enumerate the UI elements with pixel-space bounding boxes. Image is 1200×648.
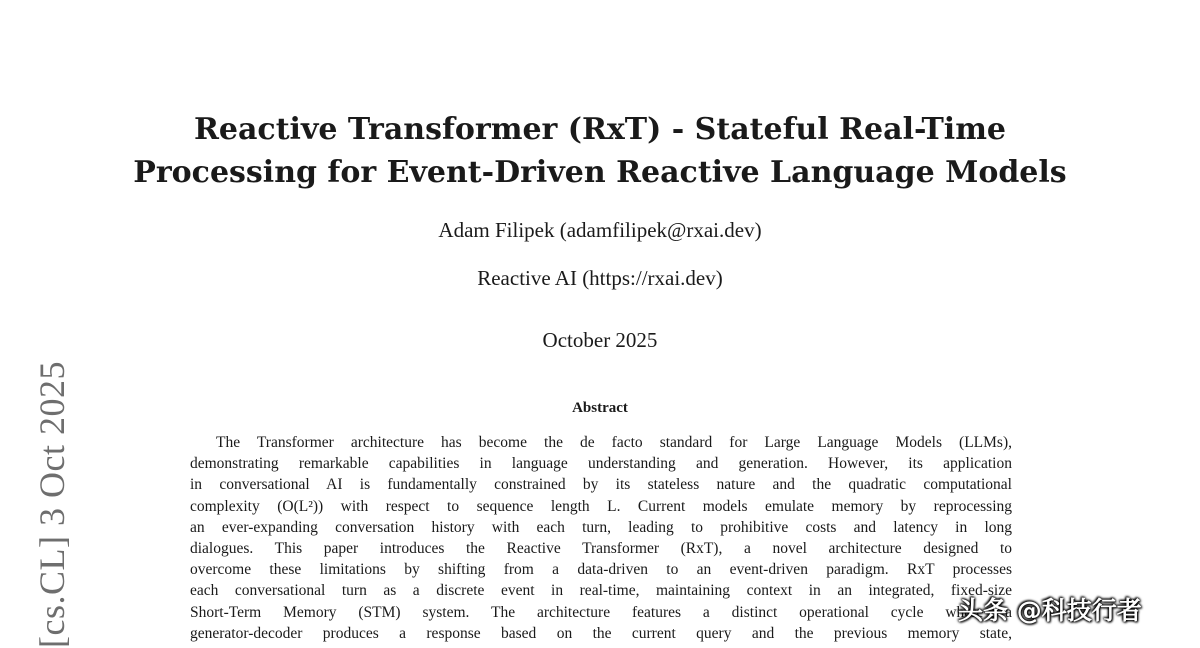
abstract-line: The Transformer architecture has become the de facto standard for Large Language Models (LLMs), [216,434,1012,451]
watermark: 头条 @科技行者 [958,596,1142,625]
date-line: October 2025 [542,328,658,352]
abstract-heading: Abstract [572,400,628,416]
abstract-line: complexity (O(L²)) with respect to sequence length L. Current models emulate memory by reprocessing [190,497,1012,515]
abstract-line: each conversational turn as a discrete event in real-time, maintaining context in an integrated, fixed-size [190,582,1012,600]
abstract-line: demonstrating remarkable capabilities in language understanding and generation. However, its application [190,455,1012,473]
arxiv-stamp: [cs.CL] 3 Oct 2025 [32,361,72,648]
abstract-body [190,432,1012,644]
affiliation-line: Reactive AI (https://rxai.dev) [477,266,723,290]
abstract-line: Short-Term Memory (STM) system. The architecture features a distinct operational cycle where a [190,603,1012,621]
paper-title [0,108,1200,194]
abstract-line: overcome these limitations by shifting from a data-driven to an event-driven paradigm. RxT processes [190,561,1012,579]
abstract-line: generator-decoder produces a response based on the current query and the previous memory state, [190,624,1012,642]
abstract-line: an ever-expanding conversation history with each turn, leading to prohibitive costs and latency in long [190,518,1012,536]
author-line: Adam Filipek (adamfilipek@rxai.dev) [438,218,762,242]
title-line-2: Processing for Event-Driven Reactive Language Models [133,155,1067,190]
abstract-line: dialogues. This paper introduces the Reactive Transformer (RxT), a novel architecture designed to [190,539,1012,557]
abstract-line: in conversational AI is fundamentally constrained by its stateless nature and the quadratic computational [190,476,1012,494]
title-line-1: Reactive Transformer (RxT) - Stateful Real-Time [193,112,1007,147]
